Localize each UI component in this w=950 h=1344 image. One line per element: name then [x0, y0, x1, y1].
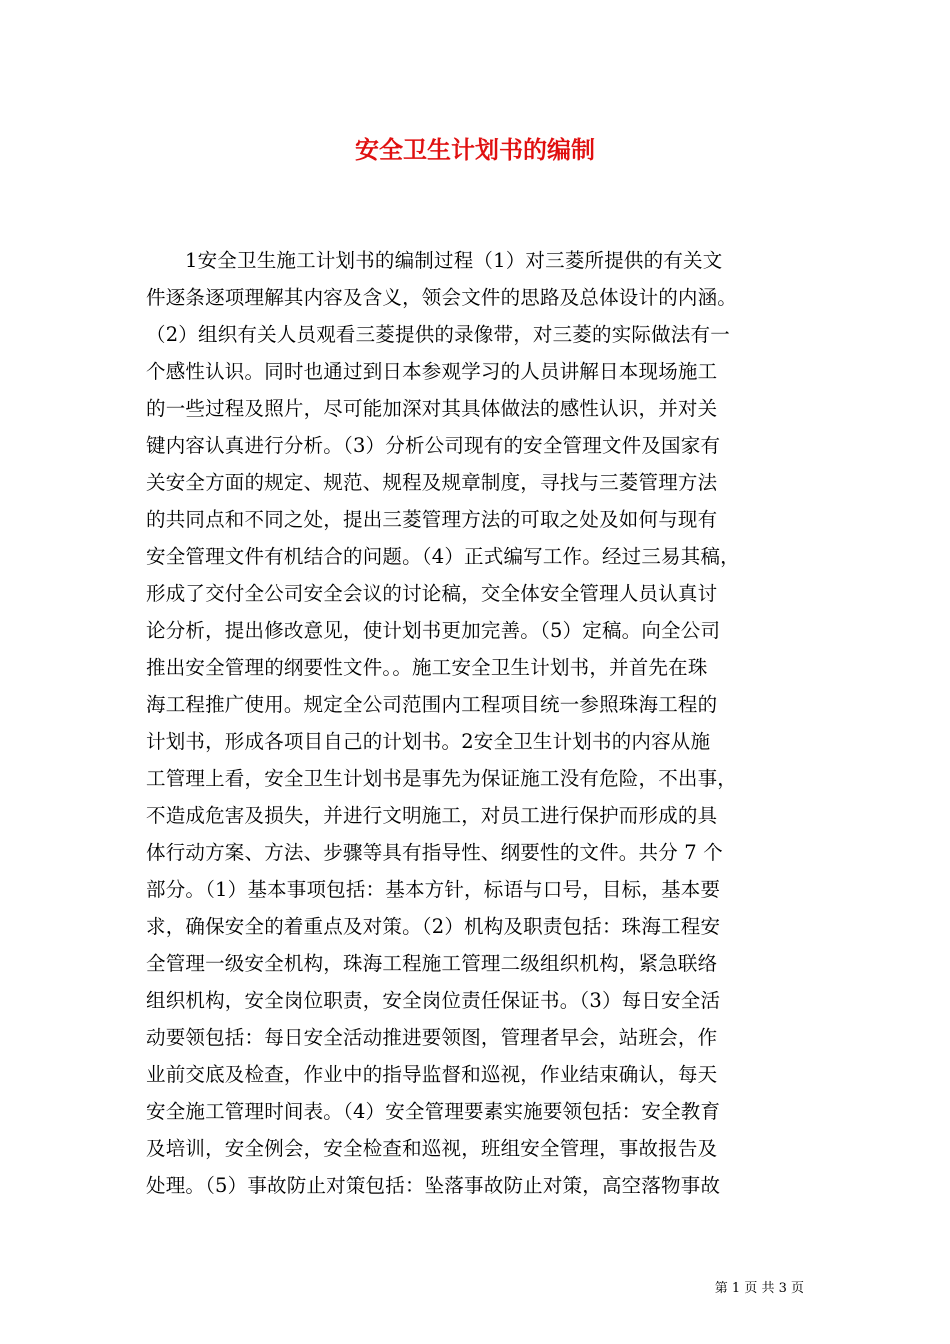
body-line: 件逐条逐项理解其内容及含义，领会文件的思路及总体设计的内涵。 [146, 286, 738, 309]
body-line: 关安全方面的规定、规范、规程及规章制度，寻找与三菱管理方法 [146, 471, 718, 494]
body-line: 推出安全管理的纲要性文件。。施工安全卫生计划书，并首先在珠 [146, 656, 708, 679]
body-line: 及培训，安全例会，安全检查和巡视，班组安全管理，事故报告及 [146, 1137, 718, 1160]
body-line: 形成了交付全公司安全会议的讨论稿，交全体安全管理人员认真讨 [146, 582, 718, 605]
body-line: 全管理一级安全机构，珠海工程施工管理二级组织机构，紧急联络 [146, 952, 718, 975]
body-line: 个感性认识。同时也通过到日本参观学习的人员讲解日本现场施工 [146, 360, 718, 383]
body-line: 安全管理文件有机结合的问题。（4）正式编写工作。经过三易其稿， [146, 545, 740, 568]
body-line: 论分析，提出修改意见，使计划书更加完善。（5）定稿。向全公司 [146, 619, 721, 642]
body-line: （2）组织有关人员观看三菱提供的录像带，对三菱的实际做法有一 [146, 323, 730, 346]
body-line: 处理。（5）事故防止对策包括：坠落事故防止对策，高空落物事故 [146, 1174, 721, 1197]
page-number-footer: 第 1 页 共 3 页 [714, 1281, 804, 1296]
body-line: 组织机构，安全岗位职责，安全岗位责任保证书。（3）每日安全活 [146, 989, 721, 1012]
body-line: 海工程推广使用。规定全公司范围内工程项目统一参照珠海工程的 [146, 693, 718, 716]
body-line: 部分。（1）基本事项包括：基本方针，标语与口号，目标，基本要 [146, 878, 721, 901]
body-line: 的共同点和不同之处，提出三菱管理方法的可取之处及如何与现有 [146, 508, 718, 531]
body-line: 动要领包括：每日安全活动推进要领图，管理者早会，站班会，作 [146, 1026, 718, 1049]
body-line: 求，确保安全的着重点及对策。（2）机构及职责包括：珠海工程安 [146, 915, 721, 938]
body-line: 不造成危害及损失，并进行文明施工，对员工进行保护而形成的具 [146, 804, 718, 827]
body-line: 业前交底及检查，作业中的指导监督和巡视，作业结束确认，每天 [146, 1063, 718, 1086]
body-line: 的一些过程及照片，尽可能加深对其具体做法的感性认识，并对关 [146, 397, 718, 420]
body-line: 1安全卫生施工计划书的编制过程（1）对三菱所提供的有关文 [185, 249, 723, 272]
body-line: 安全施工管理时间表。（4）安全管理要素实施要领包括：安全教育 [146, 1100, 721, 1123]
body-line: 键内容认真进行分析。（3）分析公司现有的安全管理文件及国家有 [146, 434, 721, 457]
document-body [146, 242, 806, 1204]
body-line: 计划书，形成各项目自己的计划书。2安全卫生计划书的内容从施 [146, 730, 711, 753]
body-line: 工管理上看，安全卫生计划书是事先为保证施工没有危险，不出事， [146, 767, 738, 790]
body-line: 体行动方案、方法、步骤等具有指导性、纲要性的文件。共分 7 个 [146, 841, 724, 864]
document-title: 安全卫生计划书的编制 [355, 135, 595, 164]
